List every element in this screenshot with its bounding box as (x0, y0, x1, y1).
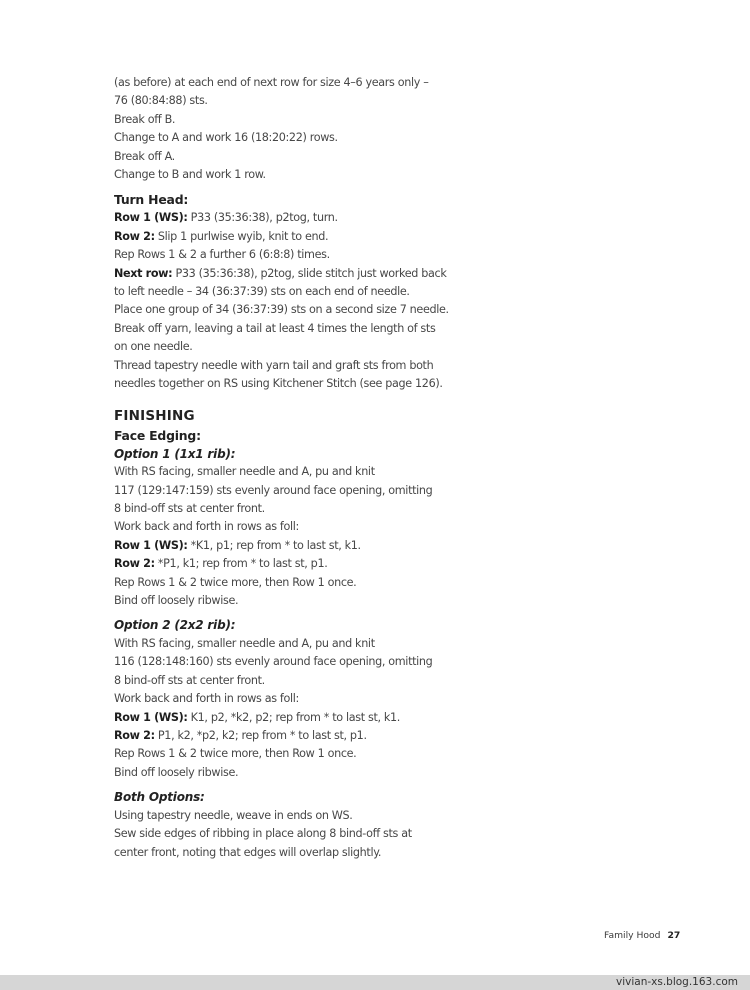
row-text: Slip 1 purlwise wyib, knit to end. (154, 229, 329, 243)
text-line: (as before) at each end of next row for size 4–6 years only – (114, 76, 429, 89)
text-line: 117 (129:147:159) sts evenly around face opening, omitting (114, 483, 433, 497)
text-line: Rep Rows 1 & 2 twice more, then Row 1 once. (114, 575, 357, 589)
row-label: Row 1 (WS): (114, 710, 188, 724)
text-line: Work back and forth in rows as foll: (114, 692, 299, 706)
row-text: K1, p2, *k2, p2; rep from * to last st, k1. (187, 710, 401, 724)
row-label: Row 1 (WS): (114, 538, 188, 552)
text-line: Using tapestry needle, weave in ends on WS. (114, 808, 353, 822)
row-label: Row 2: (114, 557, 155, 571)
instruction-row-2 (114, 727, 494, 745)
text-line: Sew side edges of ribbing in place along 8 bind-off sts at (114, 827, 412, 841)
text-line: Rep Rows 1 & 2 a further 6 (6:8:8) times. (114, 248, 330, 262)
text-line: to left needle – 34 (36:37:39) sts on each end of needle. (114, 285, 410, 299)
text-line: on one needle. (114, 340, 193, 354)
row-label: Row 2: (114, 229, 155, 243)
text-line: Bind off loosely ribwise. (114, 593, 239, 607)
row-label: Row 2: (114, 728, 155, 742)
text-line: Change to A and work 16 (18:20:22) rows. (114, 131, 338, 145)
page-number: 27 (667, 930, 681, 941)
text-line: Break off A. (114, 149, 175, 163)
text-line: Thread tapestry needle with yarn tail and graft sts from both (114, 358, 434, 372)
text-line: With RS facing, smaller needle and A, pu and knit (114, 636, 375, 650)
text-line: center front, noting that edges will overlap slightly. (114, 845, 382, 859)
row-text: *P1, k1; rep from * to last st, p1. (154, 557, 328, 571)
instruction-row-1 (114, 537, 494, 555)
text-line: Rep Rows 1 & 2 twice more, then Row 1 once. (114, 747, 357, 761)
text-line: With RS facing, smaller needle and A, pu and knit (114, 465, 375, 479)
text-line: needles together on RS using Kitchener Stitch (see page 126). (114, 377, 443, 391)
page-footer (604, 930, 680, 941)
turn-head-heading: Turn Head: (114, 192, 189, 208)
text-line: Change to B and work 1 row. (114, 168, 266, 182)
instruction-row-1 (114, 709, 494, 727)
instruction-next-row (114, 265, 494, 283)
text-line: Break off yarn, leaving a tail at least 4 times the length of sts (114, 321, 436, 335)
instruction-row-1 (114, 209, 494, 227)
row-label: Row 1 (WS): (114, 211, 188, 225)
text-line: Break off B. (114, 112, 176, 126)
row-text: P33 (35:36:38), p2tog, turn. (187, 211, 338, 225)
row-text: P1, k2, *p2, k2; rep from * to last st, p1. (154, 728, 367, 742)
finishing-heading: FINISHING (114, 407, 195, 424)
text-line: Work back and forth in rows as foll: (114, 520, 299, 534)
instruction-row-2 (114, 228, 494, 246)
text-line: 76 (80:84:88) sts. (114, 94, 208, 108)
option-1-heading: Option 1 (1x1 rib): (114, 446, 236, 461)
footer-title: Family Hood (604, 930, 661, 941)
row-text: *K1, p1; rep from * to last st, k1. (187, 538, 361, 552)
row-label: Next row: (114, 266, 173, 280)
watermark-text: vivian-xs.blog.163.com (616, 976, 738, 988)
text-line: 116 (128:148:160) sts evenly around face opening, omitting (114, 655, 433, 669)
text-line: Bind off loosely ribwise. (114, 765, 239, 779)
option-2-heading: Option 2 (2x2 rib): (114, 618, 236, 633)
text-line: 8 bind-off sts at center front. (114, 501, 265, 515)
instruction-row-2 (114, 555, 494, 573)
both-options-heading: Both Options: (114, 790, 205, 805)
pattern-text (114, 74, 494, 862)
row-text: P33 (35:36:38), p2tog, slide stitch just worked back (172, 266, 447, 280)
text-line: Place one group of 34 (36:37:39) sts on a second size 7 needle. (114, 303, 449, 317)
face-edging-heading: Face Edging: (114, 427, 201, 443)
text-line: 8 bind-off sts at center front. (114, 673, 265, 687)
